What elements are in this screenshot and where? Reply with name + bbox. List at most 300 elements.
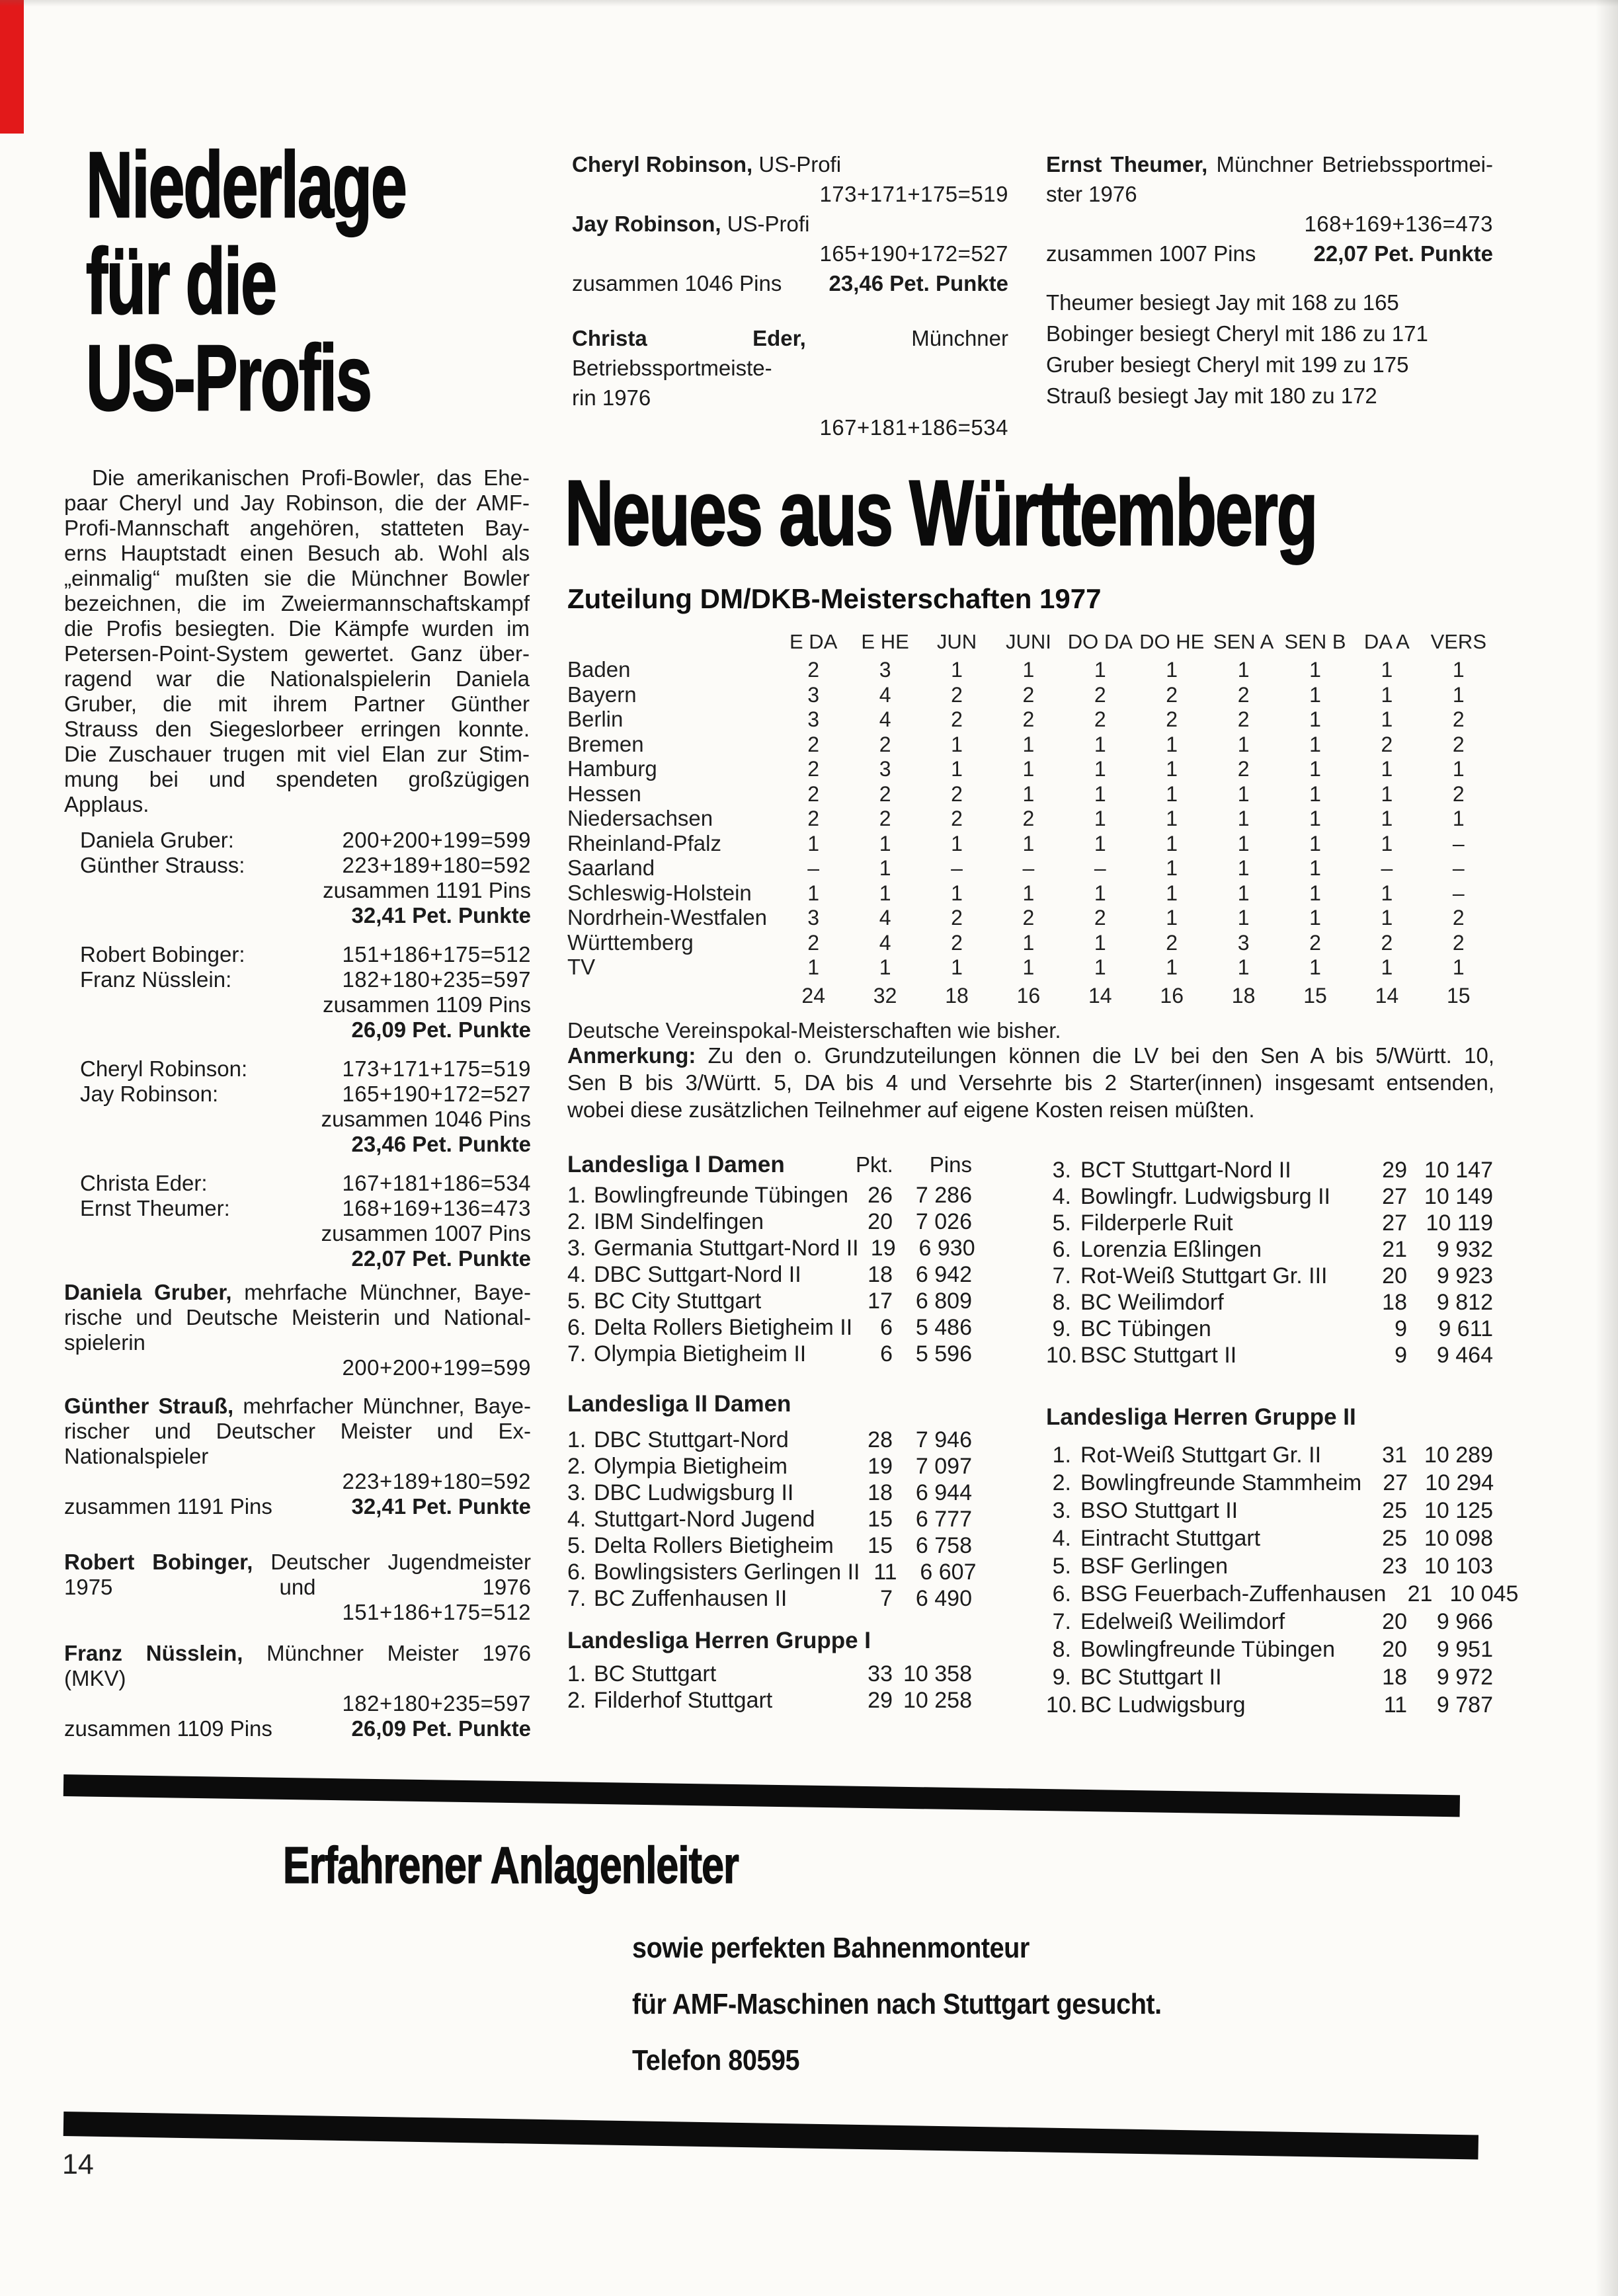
league-title: Landesliga I Damen [567, 1152, 785, 1177]
team-pkt: 7 [880, 1586, 893, 1611]
region-name: Bayern [567, 682, 637, 707]
player-name: Ernst Theumer: [80, 1196, 230, 1220]
team-pins: 9 787 [1436, 1692, 1493, 1718]
table-note: Deutsche Vereinspokal-Meisterschaften wie bisher. [567, 1017, 1061, 1043]
zusammen-pins: zusammen 1109 Pins [64, 1716, 272, 1741]
team-pins: 7 286 [915, 1183, 972, 1208]
team-pins: 6 930 [918, 1236, 975, 1261]
team-name: Bowlingfreunde Tübingen [1080, 1637, 1335, 1662]
entry-name: Ernst Theumer, Münchner Betriebssportmei- [1046, 152, 1493, 177]
player-score: 173+171+175=519 [342, 1056, 531, 1081]
team-pkt: 11 [873, 1560, 897, 1585]
team-pkt: 18 [1382, 1665, 1407, 1690]
bio-text: (MKV) [64, 1666, 126, 1690]
team-pkt: 9 [1395, 1343, 1407, 1368]
team-pins: 10 147 [1424, 1158, 1493, 1183]
team-name: BC Ludwigsburg [1080, 1692, 1246, 1718]
page-number: 14 [62, 2149, 94, 2180]
team-pins: 6 607 [920, 1560, 977, 1585]
league-liga2-damen [567, 1391, 977, 1612]
score-blocks [80, 828, 531, 1285]
pet-punkte: 22,07 Pet. Punkte [351, 1246, 531, 1271]
region-name: Baden [567, 657, 631, 682]
bio-text: Deutscher Jugendmeister [253, 1550, 531, 1574]
league-row: 6. Lorenzia Eßlingen 21 9 932 [1052, 1237, 1493, 1262]
team-pkt: 20 [1382, 1637, 1407, 1662]
team-pkt: 20 [1382, 1263, 1407, 1288]
team-pkt: 18 [868, 1480, 893, 1505]
pet-punkte: 32,41 Pet. Punkte [351, 903, 531, 928]
team-name: Rot-Weiß Stuttgart Gr. II [1080, 1443, 1322, 1468]
table-row: Schleswig-Holstein 1 1 1 1 1 1 1 1 1 – [567, 880, 1465, 905]
team-pkt: 15 [868, 1533, 893, 1558]
bio-score: 200+200+199=599 [342, 1355, 531, 1380]
table-row: Hamburg 2 3 1 1 1 1 2 1 1 1 [567, 756, 1465, 781]
divider-bar-top [63, 1774, 1460, 1817]
league-row: 8. BC Weilimdorf 18 9 812 [1052, 1290, 1493, 1315]
team-pins: 7 946 [915, 1427, 972, 1452]
team-pins: 9 966 [1436, 1609, 1493, 1634]
match-result-line: Theumer besiegt Jay mit 168 zu 165 [1046, 290, 1399, 315]
team-pkt: 18 [868, 1262, 893, 1287]
team-pins: 7 097 [915, 1454, 972, 1479]
zuteilung-table [567, 629, 1494, 1043]
ad-line: Telefon 80595 [632, 2044, 800, 2077]
body-line: Die amerikanischen Profi-Bowler, das Ehe- [92, 465, 530, 490]
table-row: Niedersachsen 2 2 2 2 1 1 1 1 1 1 [567, 806, 1465, 830]
team-pins: 10 294 [1425, 1470, 1494, 1495]
body-line: Gruber, die mit ihrem Partner Günther [64, 692, 530, 716]
team-pins: 9 951 [1436, 1637, 1493, 1662]
bio-text: mehrfacher Münchner, Baye- [233, 1394, 531, 1418]
bio-text: rische und Deutsche Meisterin und National- [64, 1305, 531, 1329]
headline-line: Niederlage [86, 132, 406, 237]
league-row: 2. Olympia Bietigheim 19 7 097 [567, 1454, 972, 1479]
column-total: 24 [801, 983, 825, 1008]
league-row: 3. Germania Stuttgart-Nord II 19 6 930 [567, 1236, 975, 1261]
entry-score: 165+190+172=527 [819, 241, 1008, 266]
league-row: 1. DBC Stuttgart-Nord 28 7 946 [567, 1427, 972, 1452]
headline-line: für die [86, 229, 276, 333]
column-total: 18 [1231, 983, 1256, 1008]
player-name: Franz Nüsslein: [80, 967, 232, 992]
team-pkt: 31 [1382, 1443, 1407, 1468]
team-pkt: 19 [870, 1236, 896, 1261]
team-name: Bowlingsisters Gerlingen II [594, 1560, 860, 1585]
team-pins: 9 972 [1436, 1665, 1493, 1690]
column-header: SEN A [1213, 630, 1274, 653]
region-name: Bremen [567, 731, 644, 756]
team-name: BSG Feuerbach-Zuffenhausen [1080, 1581, 1387, 1606]
table-row: Nordrhein-Westfalen 3 4 2 2 2 1 1 1 1 2 [567, 905, 1465, 930]
team-pkt: 29 [1382, 1158, 1407, 1183]
column-header: E DA [789, 630, 838, 653]
column-total: 16 [1160, 983, 1184, 1008]
body-line: paar Cheryl und Jay Robinson, die der AMF- [64, 491, 530, 515]
team-pkt: 9 [1395, 1316, 1407, 1341]
bio-text: 1975 und 1976 [64, 1575, 531, 1599]
league-row: 9. BC Tübingen 9 9 611 [1052, 1316, 1493, 1341]
entry-name: Christa Eder, Münchner Betriebssportmeiste- [572, 326, 1008, 380]
team-pkt: 17 [868, 1288, 893, 1314]
league-row: 10. BSC Stuttgart II 9 9 464 [1046, 1343, 1493, 1368]
team-pkt: 27 [1383, 1470, 1408, 1495]
team-name: Delta Rollers Bietigheim [594, 1533, 834, 1558]
table-row: TV 1 1 1 1 1 1 1 1 1 1 [567, 955, 1465, 979]
team-pins: 9 611 [1438, 1316, 1493, 1341]
league-row: 8. Bowlingfreunde Tübingen 20 9 951 [1052, 1637, 1493, 1662]
league-row: 1. Bowlingfreunde Tübingen 26 7 286 [567, 1183, 972, 1208]
column-header: JUN [936, 630, 977, 653]
league-liga1-damen [567, 1152, 975, 1367]
score-block [80, 942, 531, 1043]
zusammen-pins: zusammen 1046 Pins [321, 1107, 531, 1131]
column-total: 32 [873, 983, 897, 1008]
league-row: 4. Stuttgart-Nord Jugend 15 6 777 [567, 1507, 972, 1532]
table-row: Bayern 3 4 2 2 2 2 2 1 1 1 [567, 682, 1465, 707]
player-name: Daniela Gruber: [80, 828, 234, 852]
league-row: 7. Olympia Bietigheim II 6 5 596 [567, 1341, 972, 1366]
team-name: Filderhof Stuttgart [594, 1688, 773, 1713]
team-pkt: 23 [1382, 1554, 1407, 1579]
team-pkt: 21 [1382, 1237, 1407, 1262]
page-edge-shadow [1596, 0, 1618, 2296]
entry-name: Cheryl Robinson, US-Profi [572, 152, 842, 177]
team-name: Stuttgart-Nord Jugend [594, 1507, 815, 1532]
player-score: 167+181+186=534 [342, 1171, 531, 1195]
player-bio [64, 1280, 531, 1380]
league-row: 6. BSG Feuerbach-Zuffenhausen 21 10 045 [1052, 1581, 1519, 1606]
column-header-pkt: Pkt. [856, 1152, 893, 1177]
league-row: 7. BC Zuffenhausen II 7 6 490 [567, 1586, 972, 1611]
body-line: ragend war die Nationalspielerin Daniela [64, 666, 530, 691]
player-name: Cheryl Robinson: [80, 1056, 248, 1081]
team-name: IBM Sindelfingen [594, 1209, 764, 1234]
entry-score: 167+181+186=534 [819, 415, 1008, 440]
league-row: 9. BC Stuttgart II 18 9 972 [1052, 1665, 1493, 1690]
team-pkt: 25 [1382, 1498, 1407, 1523]
team-name: Lorenzia Eßlingen [1080, 1237, 1262, 1262]
team-name: Eintracht Stuttgart [1080, 1526, 1261, 1551]
bio-score: 223+189+180=592 [342, 1469, 531, 1493]
team-name: Delta Rollers Bietigheim II [594, 1315, 853, 1340]
score-block [80, 828, 531, 928]
league-row: 3. BSO Stuttgart II 25 10 125 [1052, 1498, 1493, 1523]
pet-punkte: 26,09 Pet. Punkte [351, 1716, 531, 1741]
column-total: 14 [1088, 983, 1112, 1008]
player-bio [64, 1394, 531, 1519]
ad-line: sowie perfekten Bahnenmonteur [632, 1932, 1030, 1964]
table-row: Baden 2 3 1 1 1 1 1 1 1 1 [567, 657, 1465, 682]
team-pins: 6 758 [915, 1533, 972, 1558]
ad-line: für AMF-Maschinen nach Stuttgart gesucht. [632, 1988, 1162, 2020]
region-name: Hessen [567, 781, 641, 806]
bio-name: Günther Strauß, [64, 1394, 234, 1418]
player-name: Jay Robinson: [80, 1082, 219, 1106]
team-name: Olympia Bietigheim [594, 1454, 788, 1479]
divider-bar-bottom [63, 2112, 1478, 2159]
team-pkt: 11 [1383, 1692, 1407, 1718]
column-total: 15 [1303, 983, 1327, 1008]
team-pkt: 21 [1407, 1581, 1433, 1606]
bio-text: Nationalspieler [64, 1444, 209, 1468]
red-corner-mark [0, 0, 24, 134]
anmerkung: Anmerkung: Zu den o. Grundzuteilungen können die LV bei den Sen A bis 5/Württ. 10, Sen B bis 3/Württ. 5, DA bis 4 und Versehrte bis 2 Starter(innen) insgesamt entsenden, wobei diese zusätzlichen Teilnehmer auf eigene Kosten reisen müßten. [567, 1043, 1494, 1122]
league-row: 5. Filderperle Ruit 27 10 119 [1052, 1210, 1493, 1236]
team-name: Olympia Bietigheim II [594, 1341, 807, 1366]
team-name: BC Weilimdorf [1080, 1290, 1224, 1315]
team-pkt: 28 [868, 1427, 893, 1452]
player-name: Robert Bobinger: [80, 942, 245, 967]
column-header: DO HE [1139, 630, 1205, 653]
body-line: bezeichnen, die im Zweiermannschaftskampf [64, 591, 530, 615]
team-pins: 6 942 [915, 1262, 972, 1287]
league-row: 6. Delta Rollers Bietigheim II 6 5 486 [567, 1315, 972, 1340]
team-name: BC Tübingen [1080, 1316, 1211, 1341]
league-herren1 [567, 1628, 972, 1714]
team-name: BSF Gerlingen [1080, 1554, 1228, 1579]
entry-score: 168+169+136=473 [1304, 212, 1493, 236]
zusammen-pins: zusammen 1007 Pins [321, 1221, 531, 1246]
body-line: erns Hauptstadt einen Besuch ab. Wohl als [64, 541, 530, 565]
team-pins: 9 812 [1436, 1290, 1493, 1315]
column-total: 18 [945, 983, 969, 1008]
team-pins: 10 119 [1426, 1210, 1493, 1236]
team-pins: 6 777 [915, 1507, 972, 1532]
team-pins: 10 358 [903, 1661, 972, 1686]
table-row: Rheinland-Pfalz 1 1 1 1 1 1 1 1 1 – [567, 830, 1465, 855]
entry-name-line2: rin 1976 [572, 385, 651, 410]
table-header-row [567, 629, 1494, 657]
team-name: BC Stuttgart [594, 1661, 717, 1686]
team-pins: 10 258 [903, 1688, 972, 1713]
pet-punkte: 23,46 Pet. Punkte [829, 271, 1008, 296]
team-name: BC Stuttgart II [1080, 1665, 1222, 1690]
team-pins: 6 809 [915, 1288, 972, 1314]
team-pkt: 29 [868, 1688, 893, 1713]
team-pins: 10 149 [1424, 1184, 1493, 1209]
team-name: BC Zuffenhausen II [594, 1586, 788, 1611]
bio-text: mehrfache Münchner, Baye- [231, 1280, 531, 1304]
team-pkt: 19 [868, 1454, 893, 1479]
league-row: 7. Edelweiß Weilimdorf 20 9 966 [1052, 1609, 1493, 1634]
match-result-line: Strauß besiegt Jay mit 180 zu 172 [1046, 383, 1377, 408]
team-pkt: 20 [1382, 1609, 1407, 1634]
article-body [64, 465, 530, 817]
region-name: Rheinland-Pfalz [567, 830, 721, 855]
league-row: 2. IBM Sindelfingen 20 7 026 [567, 1209, 972, 1234]
table-row: Württemberg 2 4 2 1 1 2 3 2 2 2 [567, 930, 1465, 955]
score-block [80, 1171, 531, 1271]
column-total: 16 [1016, 983, 1041, 1008]
player-score: 151+186+175=512 [342, 942, 531, 967]
region-name: Nordrhein-Westfalen [567, 905, 768, 930]
league-row: 3. BCT Stuttgart-Nord II 29 10 147 [1052, 1158, 1493, 1183]
team-pins: 10 098 [1424, 1526, 1493, 1551]
anmerkung-label: Anmerkung: [567, 1043, 696, 1068]
entry-score: 173+171+175=519 [819, 182, 1008, 206]
league-row: 2. Filderhof Stuttgart 29 10 258 [567, 1688, 972, 1713]
team-pins: 10 045 [1449, 1581, 1519, 1606]
league-row: 3. DBC Ludwigsburg II 18 6 944 [567, 1480, 972, 1505]
body-line: Die Zuschauer trugen mit viel Elan zur Stim- [64, 742, 530, 766]
league-row: 4. Eintracht Stuttgart 25 10 098 [1052, 1526, 1493, 1551]
team-pkt: 20 [868, 1209, 893, 1234]
team-pkt: 26 [868, 1183, 893, 1208]
headline-line: US-Profis [86, 325, 371, 430]
team-pins: 10 289 [1424, 1443, 1493, 1468]
team-pkt: 27 [1382, 1210, 1407, 1236]
player-score: 223+189+180=592 [342, 853, 531, 877]
pet-punkte: 32,41 Pet. Punkte [351, 1494, 531, 1519]
region-name: Saarland [567, 855, 655, 880]
table-body [567, 657, 1494, 980]
table-row: Bremen 2 2 1 1 1 1 1 1 2 2 [567, 731, 1465, 756]
league-row: 4. Bowlingfr. Ludwigsburg II 27 10 149 [1052, 1184, 1493, 1209]
player-score: 182+180+235=597 [342, 967, 531, 992]
pet-punkte: 23,46 Pet. Punkte [351, 1132, 531, 1156]
player-bios [64, 1280, 531, 1755]
team-pkt: 25 [1382, 1526, 1407, 1551]
bio-score: 151+186+175=512 [342, 1600, 531, 1624]
column-header: JUNI [1005, 630, 1051, 653]
pet-punkte: 22,07 Pet. Punkte [1313, 241, 1493, 266]
league-title: Landesliga II Damen [567, 1391, 791, 1417]
page-edge-shadow-top [0, 0, 1618, 7]
match-results [1046, 287, 1493, 411]
pet-punkte: 26,09 Pet. Punkte [351, 1017, 531, 1042]
team-name: Bowlingfr. Ludwigsburg II [1080, 1184, 1330, 1209]
team-pkt: 33 [868, 1661, 893, 1686]
team-name: BCT Stuttgart-Nord II [1080, 1158, 1291, 1183]
team-pins: 9 464 [1436, 1343, 1493, 1368]
player-score: 165+190+172=527 [342, 1082, 531, 1106]
top-middle-column [572, 149, 1008, 442]
region-name: Niedersachsen [567, 806, 713, 830]
team-name: Bowlingfreunde Tübingen [594, 1183, 848, 1208]
body-line: Applaus. [64, 792, 149, 816]
team-name: BSC Stuttgart II [1080, 1343, 1237, 1368]
zusammen-pins: zusammen 1046 Pins [572, 271, 782, 296]
bio-score: 182+180+235=597 [342, 1691, 531, 1716]
team-pins: 7 026 [915, 1209, 972, 1234]
player-bio [64, 1641, 531, 1741]
body-line: Profi-Mannschaft angehören, statteten Bay- [64, 516, 530, 540]
zusammen-pins: zusammen 1109 Pins [323, 992, 531, 1017]
column-header: VERS [1430, 630, 1486, 653]
league-title: Landesliga Herren Gruppe I [567, 1628, 871, 1653]
team-pins: 6 944 [915, 1480, 972, 1505]
team-name: DBC Suttgart-Nord II [594, 1262, 801, 1287]
team-pins: 9 932 [1436, 1237, 1493, 1262]
team-name: Edelweiß Weilimdorf [1080, 1609, 1285, 1634]
bio-text: Münchner Meister 1976 [243, 1641, 531, 1665]
ad-headline: Erfahrener Anlagenleiter [283, 1836, 739, 1894]
team-name: DBC Stuttgart-Nord [594, 1427, 789, 1452]
league-row: 1. Rot-Weiß Stuttgart Gr. II 31 10 289 [1052, 1443, 1493, 1468]
team-pkt: 6 [880, 1315, 893, 1340]
entry-name: Jay Robinson, US-Profi [572, 212, 810, 236]
player-score: 200+200+199=599 [342, 828, 531, 852]
region-name: Berlin [567, 707, 624, 731]
score-block [80, 1056, 531, 1157]
team-pins: 5 486 [915, 1315, 972, 1340]
table-row: Saarland – 1 – – – 1 1 1 – – [567, 855, 1465, 880]
bio-name: Daniela Gruber, [64, 1280, 232, 1304]
column-total: 15 [1447, 983, 1471, 1008]
column-header: E HE [861, 630, 909, 653]
table-totals-row [567, 984, 1494, 1010]
league-row: 4. DBC Suttgart-Nord II 18 6 942 [567, 1262, 972, 1287]
team-pkt: 15 [868, 1507, 893, 1532]
team-name: Rot-Weiß Stuttgart Gr. III [1080, 1263, 1328, 1288]
league-row: 5. BSF Gerlingen 23 10 103 [1052, 1554, 1493, 1579]
league-row: 5. Delta Rollers Bietigheim 15 6 758 [567, 1533, 972, 1558]
section-headline: Neues aus Württemberg [565, 461, 1317, 565]
bio-name: Franz Nüsslein, [64, 1641, 243, 1665]
region-name: Württemberg [567, 930, 694, 955]
player-name: Christa Eder: [80, 1171, 208, 1195]
match-result-line: Gruber besiegt Cheryl mit 199 zu 175 [1046, 352, 1409, 377]
team-name: Germania Stuttgart-Nord II [594, 1236, 859, 1261]
body-line: Petersen-Point-System gewertet. Ganz über- [64, 641, 530, 666]
column-header: DO DA [1067, 630, 1133, 653]
league-row: 2. Bowlingfreunde Stammheim 27 10 294 [1052, 1470, 1494, 1495]
column-header-pins: Pins [929, 1152, 972, 1177]
league-row: 7. Rot-Weiß Stuttgart Gr. III 20 9 923 [1052, 1263, 1493, 1288]
body-line: die Profis besiegten. Die Kämpfe wurden im [64, 616, 530, 641]
team-name: Filderperle Ruit [1080, 1210, 1233, 1236]
team-pins: 10 125 [1424, 1498, 1493, 1523]
team-pins: 9 923 [1436, 1263, 1493, 1288]
bio-text: spielerin [64, 1330, 145, 1355]
team-pkt: 6 [880, 1341, 893, 1366]
ad-body [632, 1932, 1221, 2100]
region-name: TV [567, 955, 596, 979]
table-row: Berlin 3 4 2 2 2 2 2 1 1 2 [567, 707, 1465, 731]
body-line: „einmalig“ mußten sie die Münchner Bowler [64, 566, 530, 590]
team-pkt: 18 [1382, 1290, 1407, 1315]
player-bio [64, 1550, 531, 1625]
team-pins: 6 490 [915, 1586, 972, 1611]
column-header: DA A [1363, 630, 1410, 653]
region-name: Schleswig-Holstein [567, 880, 752, 905]
table-row: Hessen 2 2 2 1 1 1 1 1 1 2 [567, 781, 1465, 806]
team-name: DBC Ludwigsburg II [594, 1480, 794, 1505]
team-pins: 5 596 [915, 1341, 972, 1366]
team-name: BSO Stuttgart II [1080, 1498, 1238, 1523]
team-name: BC City Stuttgart [594, 1288, 762, 1314]
player-score: 168+169+136=473 [342, 1196, 531, 1220]
league-title: Landesliga Herren Gruppe II [1046, 1404, 1356, 1430]
entry-name-line2: ster 1976 [1046, 182, 1137, 206]
zusammen-pins: zusammen 1191 Pins [64, 1494, 272, 1519]
match-result-line: Bobinger besiegt Cheryl mit 186 zu 171 [1046, 321, 1428, 346]
league-row: 5. BC City Stuttgart 17 6 809 [567, 1288, 972, 1314]
team-pins: 10 103 [1424, 1554, 1493, 1579]
team-name: Bowlingfreunde Stammheim [1080, 1470, 1362, 1495]
top-right-column [1046, 149, 1493, 411]
article-headline [86, 132, 543, 430]
player-name: Günther Strauss: [80, 853, 245, 877]
league-row: 6. Bowlingsisters Gerlingen II 11 6 607 [567, 1560, 977, 1585]
league-row: 1. BC Stuttgart 33 10 358 [567, 1661, 972, 1686]
table-title: Zuteilung DM/DKB-Meisterschaften 1977 [567, 583, 1102, 614]
team-pkt: 27 [1382, 1184, 1407, 1209]
region-name: Hamburg [567, 756, 657, 781]
column-total: 14 [1375, 983, 1399, 1008]
league-herren2 [1046, 1403, 1519, 1719]
